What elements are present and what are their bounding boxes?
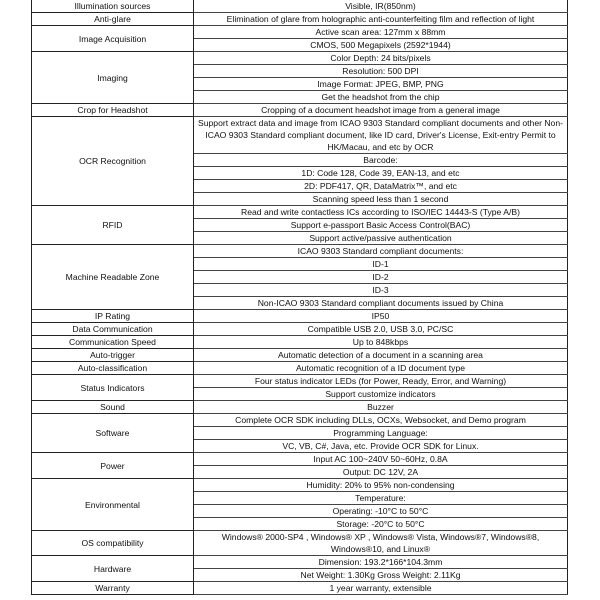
spec-value: Input AC 100~240V 50~60Hz, 0.8A [194,453,568,466]
spec-row [32,414,568,427]
spec-value: Windows® 2000-SP4 , Windows® XP , Windows® Vista, Windows®7, Windows®8, Windows®10, and Linux® [194,531,568,556]
spec-value: Support customize indicators [194,388,568,401]
spec-label: Power [32,453,194,479]
spec-value: Barcode: [194,154,568,167]
spec-value: Storage: -20°C to 50°C [194,518,568,531]
spec-value: ID-2 [194,271,568,284]
spec-value: ID-3 [194,284,568,297]
spec-value: Active scan area: 127mm x 88mm [194,26,568,39]
spec-row [32,310,568,323]
spec-label: Communication Speed [32,336,194,349]
spec-row [32,245,568,258]
spec-value: Net Weight: 1.30Kg Gross Weight: 2.11Kg [194,569,568,582]
spec-label: Crop for Headshot [32,104,194,117]
spec-row [32,117,568,154]
spec-row [32,0,568,13]
spec-row [32,26,568,39]
spec-row [32,453,568,466]
spec-value: Operating: -10°C to 50°C [194,505,568,518]
spec-value: IP50 [194,310,568,323]
spec-value: Up to 848kbps [194,336,568,349]
spec-value: 1D: Code 128, Code 39, EAN-13, and etc [194,167,568,180]
spec-label: Software [32,414,194,453]
spec-label: Auto-trigger [32,349,194,362]
spec-row [32,104,568,117]
spec-value: Programming Language: [194,427,568,440]
spec-value: Color Depth: 24 bits/pixels [194,52,568,65]
spec-row [32,479,568,492]
spec-value: Dimension: 193.2*166*104.3mm [194,556,568,569]
spec-value: VC, VB, C#, Java, etc. Provide OCR SDK for Linux. [194,440,568,453]
specification-table [31,0,568,595]
spec-row [32,556,568,569]
spec-row [32,375,568,388]
specification-table-body [32,0,568,595]
spec-label: Imaging [32,52,194,104]
spec-value: 1 year warranty, extensible [194,582,568,595]
spec-value: Humidity: 20% to 95% non-condensing [194,479,568,492]
spec-label: Illumination sources [32,0,194,13]
spec-row [32,206,568,219]
spec-label: Status Indicators [32,375,194,401]
spec-label: Image Acquisition [32,26,194,52]
spec-row [32,401,568,414]
spec-row [32,349,568,362]
spec-value: Support e-passport Basic Access Control(BAC) [194,219,568,232]
spec-row [32,582,568,595]
spec-row [32,323,568,336]
spec-value: Complete OCR SDK including DLLs, OCXs, Websocket, and Demo program [194,414,568,427]
spec-row [32,13,568,26]
spec-value: Buzzer [194,401,568,414]
spec-value: Support active/passive authentication [194,232,568,245]
spec-label: Anti-glare [32,13,194,26]
spec-label: Auto-classification [32,362,194,375]
spec-label: Environmental [32,479,194,531]
spec-label: Sound [32,401,194,414]
spec-label: Machine Readable Zone [32,245,194,310]
spec-value: Compatible USB 2.0, USB 3.0, PC/SC [194,323,568,336]
spec-value: Scanning speed less than 1 second [194,193,568,206]
spec-label: OCR Recognition [32,117,194,206]
spec-value: Support extract data and image from ICAO 9303 Standard compliant documents and other Non-ICAO 9303 Standard compliant document, like ID card, Driver's License, Exit-entry Permit to HK/Macau, and etc by OCR [194,117,568,154]
spec-row [32,531,568,556]
spec-value: Visible, IR(850nm) [194,0,568,13]
spec-row [32,52,568,65]
spec-row [32,362,568,375]
spec-value: CMOS, 500 Megapixels (2592*1944) [194,39,568,52]
spec-row [32,336,568,349]
spec-value: Elimination of glare from holographic anti-counterfeiting film and reflection of light [194,13,568,26]
spec-value: 2D: PDF417, QR, DataMatrix™, and etc [194,180,568,193]
spec-value: Cropping of a document headshot image from a general image [194,104,568,117]
spec-value: Output: DC 12V, 2A [194,466,568,479]
spec-value: Four status indicator LEDs (for Power, Ready, Error, and Warning) [194,375,568,388]
spec-label: Hardware [32,556,194,582]
spec-value: Read and write contactless ICs according to ISO/IEC 14443-S (Type A/B) [194,206,568,219]
spec-label: Warranty [32,582,194,595]
spec-label: IP Rating [32,310,194,323]
spec-value: Non-ICAO 9303 Standard compliant documents issued by China [194,297,568,310]
spec-value: Temperature: [194,492,568,505]
spec-value: ICAO 9303 Standard compliant documents: [194,245,568,258]
spec-value: Resolution: 500 DPI [194,65,568,78]
spec-value: Get the headshot from the chip [194,91,568,104]
spec-value: ID-1 [194,258,568,271]
spec-label: OS compatibility [32,531,194,556]
spec-label: RFID [32,206,194,245]
spec-value: Automatic detection of a document in a scanning area [194,349,568,362]
spec-label: Data Communication [32,323,194,336]
spec-value: Image Format: JPEG, BMP, PNG [194,78,568,91]
spec-value: Automatic recognition of a ID document type [194,362,568,375]
